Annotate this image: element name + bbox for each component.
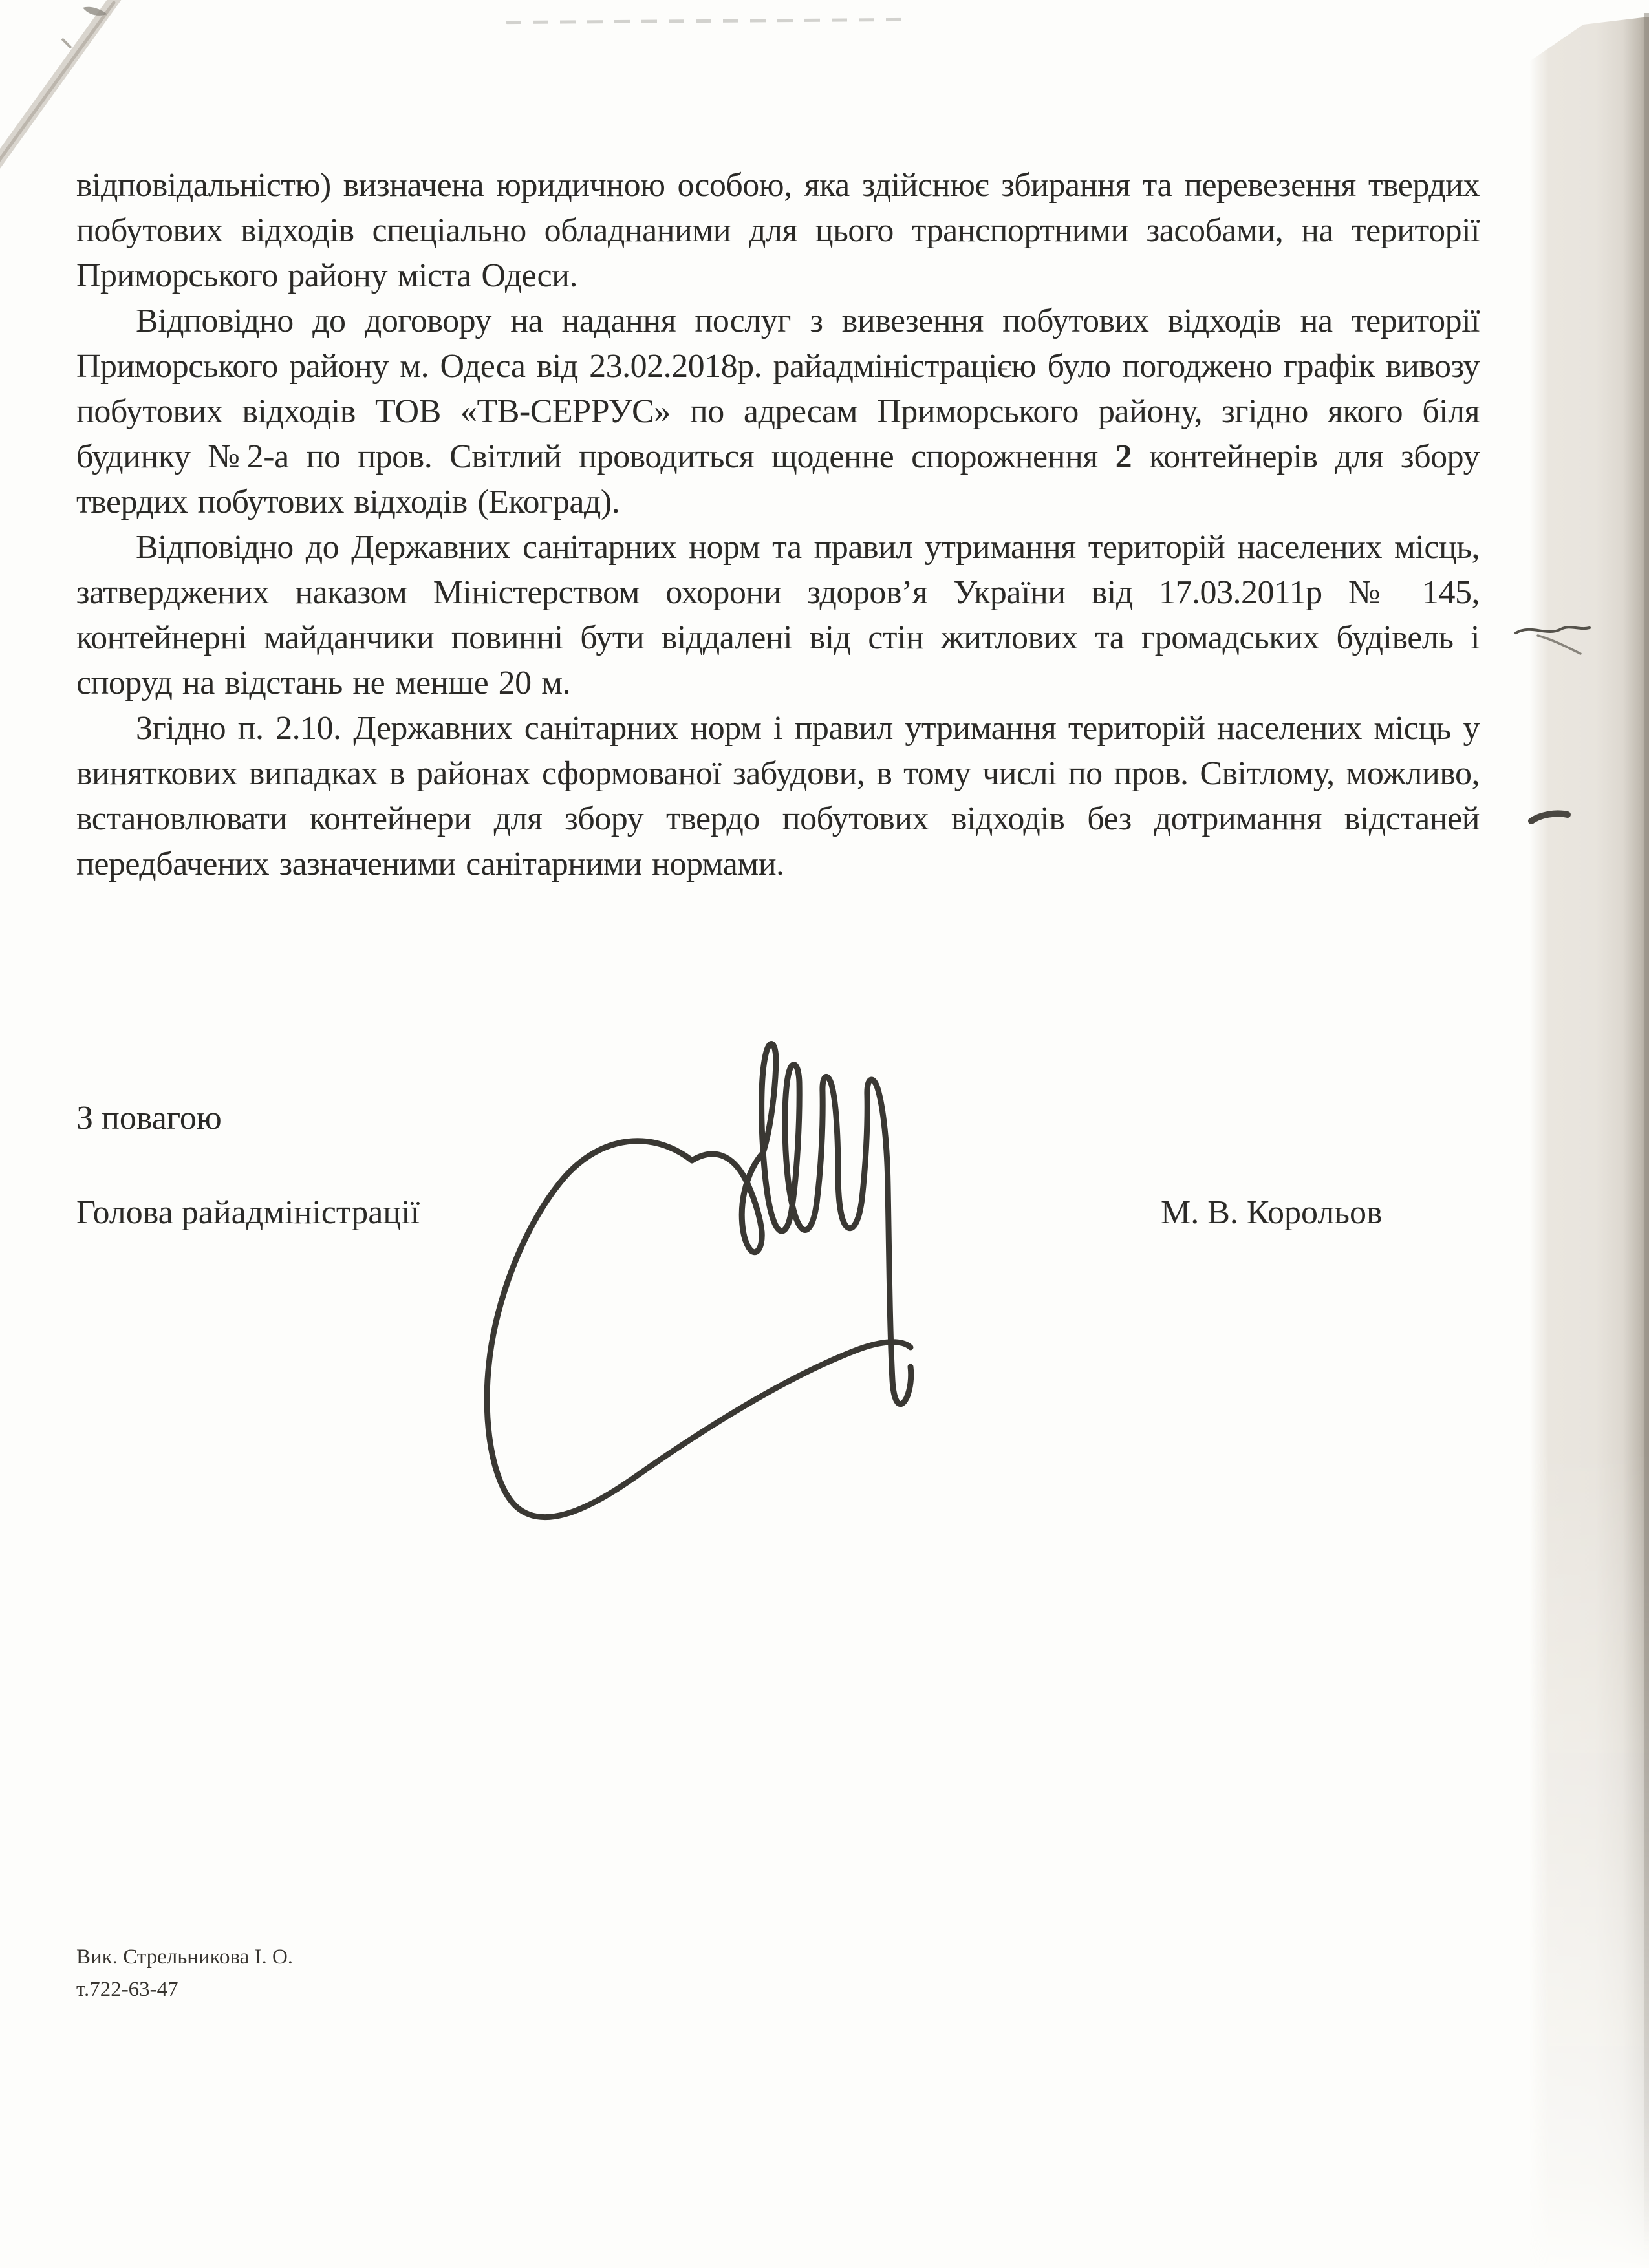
scan-edge-band-line — [1644, 13, 1649, 2253]
paragraph-2-text-a: Відповідно до договору на надання послуг з вивезення побутових відходів на території Приморського району м. Одеса від 23.02.2018р. райадміністрацією було погоджено графік вивозу побутових відходів ТОВ «ТВ-СЕРРУС» по адресам Приморського району, згідно якого біля будинку №2-а по пров. Світлий проводиться щоденне спорожнення — [76, 303, 1480, 475]
closing-salutation: З повагою — [76, 1100, 222, 1137]
paragraph-3-text: Відповідно до Державних санітарних норм та правил утримання територій населених місць, затверджених наказом Міністерством охорони здоров’я України від 17.03.2011р № 145, контейнерні майданчики повинні бути віддалені від стін житлових та громадських будівель і споруд на відстань не менше 20 м. — [76, 529, 1480, 701]
signer-name: М. В. Корольов — [1161, 1194, 1383, 1231]
scan-artifact-squiggle — [1513, 611, 1597, 663]
scan-artifact-dash — [1527, 806, 1573, 829]
paragraph-2-text-b: контейнерів для збору твердих побутових відходів (Екоград). — [76, 438, 1480, 520]
scan-artifact-top-dashes — [506, 18, 911, 24]
signer-title: Голова райадміністрації — [76, 1194, 420, 1231]
executor-note: Вик. Стрельникова І. О. — [76, 1945, 294, 1969]
footer — [76, 1941, 293, 2006]
paragraph-2-bold-count: 2 — [1115, 438, 1132, 475]
letter-body — [76, 163, 1480, 887]
executor-phone: т.722-63-47 — [76, 1978, 178, 2001]
paragraph-4 — [76, 706, 1480, 887]
paragraph-1-text: відповідальністю) визначена юридичною особою, яка здійснює збирання та перевезення твердих побутових відходів спеціально обладнаними для цього транспортними засобами, на території Приморського району міста Одеси. — [76, 167, 1480, 294]
paragraph-2 — [76, 299, 1480, 525]
paragraph-1 — [76, 163, 1480, 299]
paragraph-3 — [76, 525, 1480, 706]
scan-edge-band — [1529, 0, 1649, 2268]
paragraph-4-text: Згідно п. 2.10. Державних санітарних норм і правил утримання територій населених місць у виняткових випадках в районах сформованої забудови, в тому числі по пров. Світлому, можливо, встановлювати контейнери для збору твердо побутових відходів без дотримання відстаней передбачених зазначеними санітарними нормами. — [76, 710, 1480, 883]
signature — [479, 1028, 976, 1539]
